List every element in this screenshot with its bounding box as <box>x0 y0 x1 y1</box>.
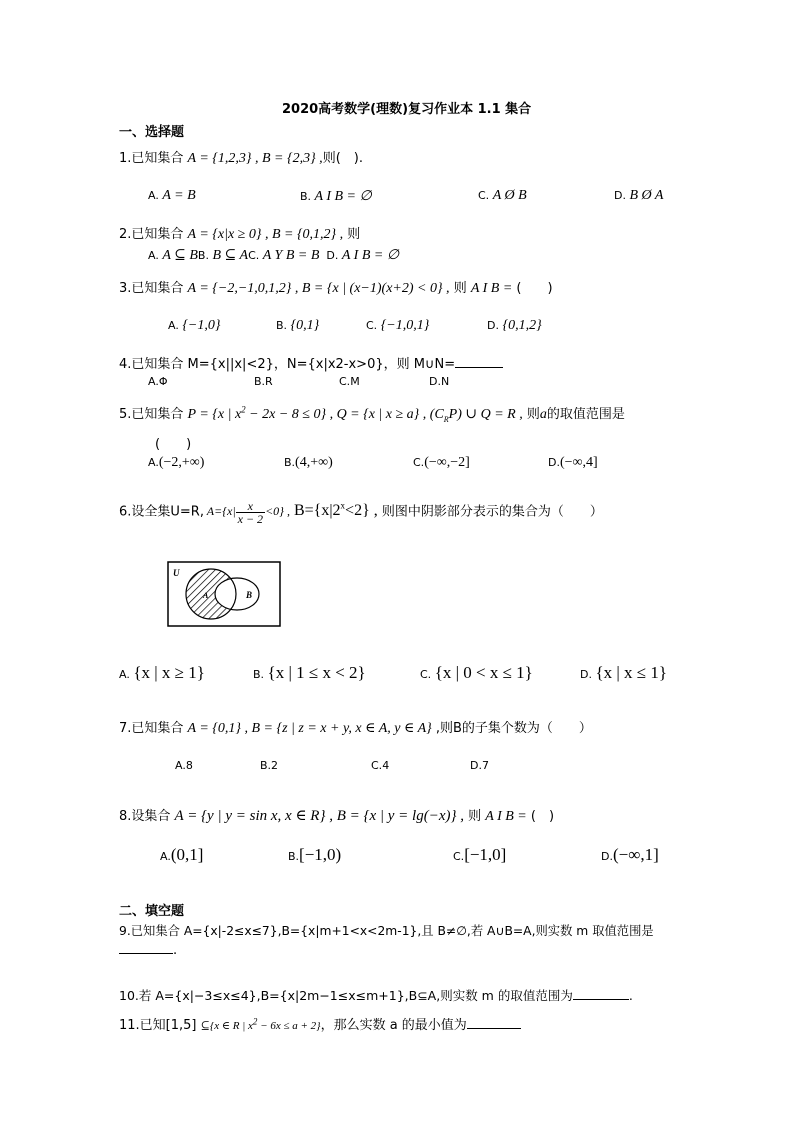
question-8 <box>119 805 554 825</box>
q6-option-c[interactable]: C. {x | 0 < x ≤ 1} <box>420 663 533 682</box>
q5-math: P = {x | $x^2 - 2x - 8 \le 0$} , Q = {x | x ≥ a} , $(C_RP)$ ∪ Q = R , <box>187 404 523 424</box>
q6-fraction: $\frac{x}{x - 2}$ <box>237 499 264 526</box>
q3-prefix: 3.已知集合 <box>119 281 188 296</box>
q6-option-a[interactable]: A. {x | x ≥ 1} <box>119 663 205 682</box>
q3-suffix: ( ) <box>512 281 553 296</box>
q6-set-a: A={x| $\frac{x}{x - 2}$ <0} , <box>203 499 290 526</box>
q6-suffix: 则图中阴影部分表示的集合为（ ） <box>377 504 603 520</box>
q3-option-a[interactable]: A. {−1,0} <box>168 318 221 333</box>
option-label: D. <box>614 189 626 202</box>
q1-option-d[interactable] <box>614 188 663 204</box>
q9-answer-blank[interactable] <box>119 953 173 954</box>
q4-answer-blank[interactable] <box>455 367 503 368</box>
q1-math: A = {1,2,3} , B = {2,3} , <box>187 151 323 166</box>
q4-option-a[interactable]: A.Φ <box>148 375 168 388</box>
section-heading-choice: 一、选择题 <box>119 125 185 140</box>
q1-option-b[interactable] <box>300 188 372 205</box>
venn-label-a: A <box>203 591 209 600</box>
q8-suffix2: ( ) <box>526 809 555 824</box>
venn-label-b: B <box>246 590 253 600</box>
q9-answer-line <box>119 943 177 958</box>
q2-options <box>148 247 399 264</box>
q8-option-a[interactable]: A.(0,1] <box>160 845 204 864</box>
set-b-ellipse <box>215 578 259 610</box>
q10-end: . <box>628 988 633 1003</box>
q7-option-c[interactable]: C.4 <box>371 759 390 772</box>
q10-answer-blank[interactable] <box>573 999 629 1000</box>
q3-math2: A I B = <box>470 281 513 296</box>
q6-set-b: $B=\{x|2^x<2\}$ , <box>289 500 378 520</box>
q5-option-c[interactable]: C.(−∞,−2] <box>413 455 470 470</box>
q3-mid: 则 <box>449 281 471 296</box>
question-11 <box>119 1014 521 1033</box>
q6-prefix: 6.设全集U=R, <box>119 504 204 520</box>
question-10 <box>119 986 633 1004</box>
q5-var: a <box>539 407 547 422</box>
q2-math: A = {x|x ≥ 0} , B = {0,1,2} , <box>187 227 344 242</box>
q5-suffix2: 的取值范围是 <box>546 407 625 422</box>
q2-option-c[interactable]: C. A Y B = B <box>248 248 320 263</box>
q9-end: . <box>173 943 178 958</box>
q5-suffix: 则 <box>522 407 540 422</box>
q7-option-a[interactable]: A.8 <box>175 759 193 772</box>
q4-option-d[interactable]: D.N <box>429 375 450 388</box>
q2-option-a[interactable]: A. A ⊆ B <box>148 248 198 263</box>
question-2 <box>119 223 360 243</box>
q6-option-d[interactable]: D. {x | x ≤ 1} <box>580 663 668 682</box>
page-title: 2020高考数学(理数)复习作业本 1.1 集合 <box>282 102 532 117</box>
q8-option-b[interactable]: B.[−1,0) <box>288 845 342 864</box>
q4-option-c[interactable]: C.M <box>339 375 360 388</box>
q4-text: 4.已知集合 M={x||x|<2}，N={x|x2-x>0}，则 M∪N= <box>119 357 456 372</box>
q6-option-b[interactable]: B. {x | 1 ≤ x < 2} <box>253 663 366 682</box>
q2-option-b[interactable]: B. B ⊆ A <box>197 248 249 263</box>
q11-prefix: 11.已知[1,5] <box>119 1018 201 1033</box>
q7-option-b[interactable]: B.2 <box>260 759 279 772</box>
q5-paren: ( ) <box>155 437 192 452</box>
q8-math: A = {y | y = sin x, x ∈ R} , B = {x | y = lg(−x)} , <box>174 808 464 824</box>
q3-option-d[interactable]: D. {0,1,2} <box>487 318 542 333</box>
venn-diagram <box>167 561 281 627</box>
q7-suffix: ,则B的子集个数为（ ） <box>431 721 592 736</box>
option-label: B. <box>300 190 312 203</box>
question-3 <box>119 277 553 297</box>
q8-suffix: 则 <box>464 809 486 824</box>
q7-option-d[interactable]: D.7 <box>470 759 489 772</box>
q10-text: 10.若 A={x|−3≤x≤4},B={x|2m−1≤x≤m+1},B⊆A,则实数 m 的取值范围为 <box>119 988 573 1003</box>
q2-suffix: 则 <box>343 227 361 242</box>
option-label: C. <box>478 189 490 202</box>
q1-option-c[interactable] <box>478 188 527 204</box>
q1-option-a[interactable] <box>148 188 196 204</box>
q4-option-b[interactable]: B.R <box>254 375 273 388</box>
q11-math: ⊆{x ∈ R | $x^2 - 6x \le a + 2$} <box>200 1016 321 1032</box>
q5-option-a[interactable]: A.(−2,+∞) <box>148 455 205 470</box>
option-math: B Ø A <box>629 188 664 203</box>
option-math: A I B = ∅ <box>314 189 372 204</box>
question-5 <box>119 403 625 424</box>
question-7 <box>119 717 592 737</box>
q5-prefix: 5.已知集合 <box>119 407 188 422</box>
q8-prefix: 8.设集合 <box>119 809 175 824</box>
venn-label-u: U <box>173 568 180 578</box>
q5-option-b[interactable]: B.(4,+∞) <box>284 455 333 470</box>
option-math: A Ø B <box>492 188 527 203</box>
q2-option-d[interactable]: D. A I B = ∅ <box>326 248 400 263</box>
question-4 <box>119 353 503 372</box>
q8-option-c[interactable]: C.[−1,0] <box>453 845 507 864</box>
q8-math2: A I B = <box>485 809 527 824</box>
section-heading-fill: 二、填空题 <box>119 904 185 919</box>
q1-suffix: 则( ). <box>322 151 363 166</box>
q3-option-b[interactable]: B. {0,1} <box>276 318 320 333</box>
question-9: 9.已知集合 A={x|-2≤x≤7},B={x|m+1<x<2m-1},且 B≠∅,若 A∪B=A,则实数 m 取值范围是 <box>119 924 654 938</box>
q7-math: A = {0,1} , B = {z | z = x + y, x ∈ A, y ∈ A} <box>187 721 432 736</box>
q11-answer-blank[interactable] <box>467 1028 521 1029</box>
option-label: A. <box>148 189 159 202</box>
q3-option-c[interactable]: C. {−1,0,1} <box>366 318 430 333</box>
q11-suffix: ，那么实数 a 的最小值为 <box>320 1018 467 1033</box>
q3-math: A = {−2,−1,0,1,2} , B = {x | (x−1)(x+2) < 0} , <box>187 281 450 296</box>
question-1 <box>119 147 363 167</box>
q8-option-d[interactable]: D.(−∞,1] <box>601 845 659 864</box>
option-math: A = B <box>162 188 196 203</box>
q5-option-d[interactable]: D.(−∞,4] <box>548 455 598 470</box>
question-6 <box>119 500 603 525</box>
q2-prefix: 2.已知集合 <box>119 227 188 242</box>
q7-prefix: 7.已知集合 <box>119 721 188 736</box>
q1-prefix: 1.已知集合 <box>119 151 188 166</box>
